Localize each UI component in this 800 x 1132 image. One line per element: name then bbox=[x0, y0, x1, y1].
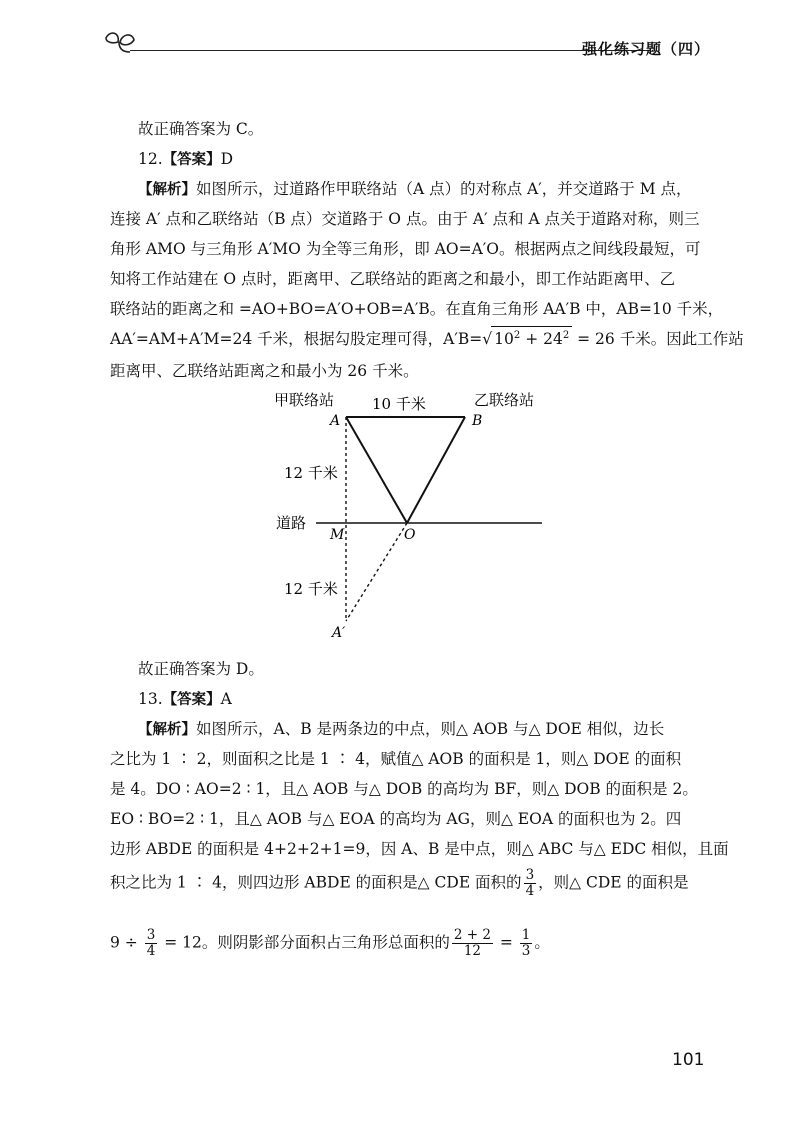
explanation-line bbox=[138, 716, 738, 743]
fraction-one-third bbox=[520, 928, 533, 959]
page-number: 101 bbox=[672, 1050, 705, 1070]
explanation-line bbox=[110, 326, 744, 352]
upper-distance-label: 12 千米 bbox=[284, 464, 338, 482]
point-a-prime-label: A′ bbox=[332, 625, 346, 641]
numerator: 3 bbox=[525, 867, 535, 883]
text: 。 bbox=[534, 933, 550, 952]
explanation-line: 连接 A′ 点和乙联络站（B 点）交道路于 O 点。由于 A′ 点和 A 点关于道路对称，则三 bbox=[110, 210, 700, 228]
paragraph: 故正确答案为 D。 bbox=[138, 660, 264, 678]
denominator: 4 bbox=[146, 943, 156, 959]
point-b-label: B bbox=[472, 413, 483, 429]
explanation-line: EO ∶ BO=2 ∶ 1，且△ AOB 与△ EOA 的高均为 AG，则△ EOA 的面积也为 2。四 bbox=[110, 810, 682, 828]
numerator: 1 bbox=[521, 927, 531, 943]
text: = bbox=[494, 933, 518, 952]
text: 如图所示，过道路作甲联络站（A 点）的对称点 A′，并交道路于 M 点， bbox=[196, 180, 692, 198]
segment-bo bbox=[407, 417, 465, 523]
question-12-answer bbox=[138, 146, 738, 173]
fraction-three-quarters bbox=[524, 868, 537, 899]
sqrt-expression: $10^2 + 24^2$ bbox=[491, 326, 572, 348]
explanation-line bbox=[110, 868, 710, 899]
explanation-line: 角形 AMO 与三角形 A′MO 为全等三角形，即 AO=A′O。根据两点之间线段最短，可 bbox=[110, 240, 701, 258]
segment-oa-prime bbox=[346, 523, 407, 621]
point-o-label: O bbox=[404, 527, 416, 543]
explanation-label: 【解析】 bbox=[138, 722, 196, 738]
question-number: 13. bbox=[138, 690, 163, 708]
denominator: 3 bbox=[521, 943, 531, 959]
explanation-line: 之比为 1 ∶ 2，则面积之比是 1 ∶ 4，赋值△ AOB 的面积是 1，则△ DOE 的面积 bbox=[110, 750, 682, 768]
text: + 24 bbox=[520, 330, 563, 349]
station-b-label: 乙联络站 bbox=[474, 391, 535, 409]
road-diagram bbox=[260, 385, 560, 650]
text: ，则△ CDE 的面积是 bbox=[538, 873, 689, 892]
text: = 26 千米。因此工作站 bbox=[572, 330, 744, 349]
point-a-label: A bbox=[330, 413, 341, 429]
sprout-icon bbox=[100, 28, 140, 60]
text: 10 bbox=[494, 330, 514, 349]
explanation-line: 是 4。DO ∶ AO=2 ∶ 1，且△ AOB 与△ DOB 的高均为 BF，则△ DOB 的面积是 2。 bbox=[110, 780, 698, 798]
answer-value: D bbox=[220, 150, 234, 168]
segment-ao bbox=[346, 417, 407, 523]
sqrt-symbol: √ bbox=[482, 330, 493, 349]
text: 9 ÷ bbox=[110, 933, 143, 952]
answer-label: 【答案】 bbox=[162, 152, 221, 168]
station-a-label: 甲联络站 bbox=[274, 391, 335, 409]
explanation-line bbox=[110, 928, 710, 959]
text: AA′=AM+A′M=24 千米，根据勾股定理可得，A′B= bbox=[110, 330, 483, 349]
paragraph: 故正确答案为 C。 bbox=[138, 120, 264, 138]
text: 如图所示，A、B 是两条边的中点，则△ AOB 与△ DOE 相似，边长 bbox=[196, 720, 665, 738]
text: 积之比为 1 ∶ 4，则四边形 ABDE 的面积是△ CDE 面积的 bbox=[110, 873, 522, 892]
header-title: 强化练习题（四） bbox=[581, 40, 710, 58]
explanation-line: 知将工作站建在 O 点时，距离甲、乙联络站的距离之和最小，即工作站距离甲、乙 bbox=[110, 270, 676, 288]
explanation-line bbox=[138, 176, 738, 203]
answer-value: A bbox=[220, 690, 232, 708]
fraction-shaded-sum bbox=[452, 928, 493, 959]
question-number: 12. bbox=[138, 150, 163, 168]
road-label: 道路 bbox=[276, 514, 307, 532]
question-13-answer bbox=[138, 686, 738, 713]
denominator: 12 bbox=[463, 943, 481, 959]
fraction-three-quarters bbox=[145, 928, 158, 959]
page-header bbox=[100, 28, 710, 64]
top-distance-label: 10 千米 bbox=[372, 395, 426, 413]
text: = 12。则阴影部分面积占三角形总面积的 bbox=[159, 933, 450, 952]
point-m-label: M bbox=[330, 527, 345, 543]
lower-distance-label: 12 千米 bbox=[284, 580, 338, 598]
numerator: 3 bbox=[146, 927, 156, 943]
explanation-line: 距离甲、乙联络站距离之和最小为 26 千米。 bbox=[110, 362, 419, 380]
answer-label: 【答案】 bbox=[162, 692, 221, 708]
explanation-line: 边形 ABDE 的面积是 4+2+2+1=9，因 A、B 是中点，则△ ABC 与△ EDC 相似，且面 bbox=[110, 840, 729, 858]
header-rule bbox=[130, 50, 650, 51]
explanation-line: 联络站的距离之和 =AO+BO=A′O+OB=A′B。在直角三角形 AA′B 中，AB=10 千米， bbox=[110, 300, 724, 318]
numerator: 2 + 2 bbox=[453, 927, 491, 943]
explanation-label: 【解析】 bbox=[138, 182, 196, 198]
denominator: 4 bbox=[525, 883, 535, 899]
